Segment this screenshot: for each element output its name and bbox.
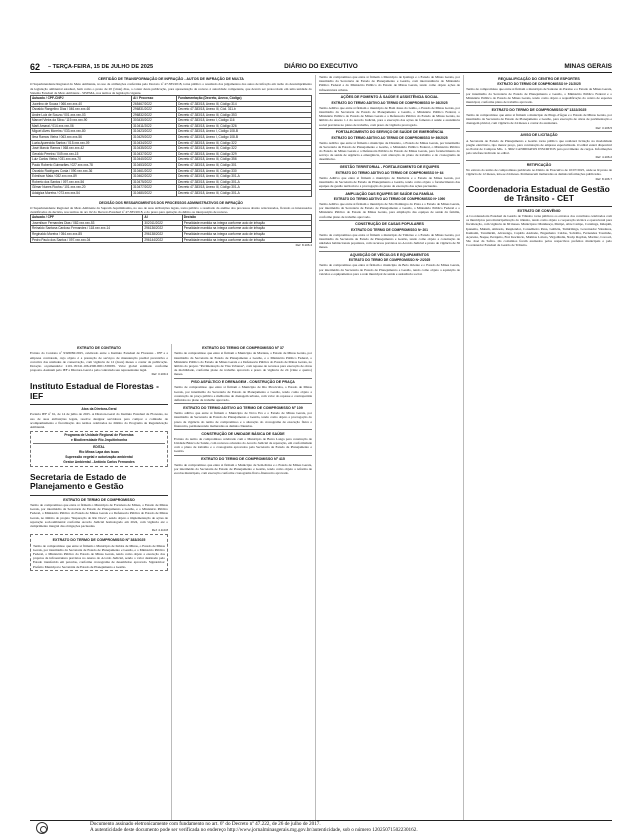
section-title: EXTRATO DO TERMO DE COMPROMISSO Nº 1322/2025 [491, 107, 587, 112]
agency-heading: Coordenadoria Estadual de Gestão de Trânsito - CET [468, 183, 610, 204]
table-cell: Decreto 47.383/18, Anexo I, Código 108-B [177, 129, 312, 135]
table-cell: 296136/2022 [143, 226, 182, 232]
section-text: Termo aditivo que entre si firmam o Município de Nova Era e o Estado de Minas Gerais, por intermédio da Secretaria de Estado de Planejamento e Gestão, tendo como objeto a prorrogação do prazo de vigência do termo de compromisso e a alteração do cronograma de execução física e financeira, permanecendo inalteradas as demais cláusulas. [174, 411, 312, 428]
table-cell: 310477/2022 [132, 185, 177, 191]
table-row [31, 191, 312, 197]
column-b [174, 344, 312, 822]
section-title: CERTIDÃO DE TRANSFORMAÇÃO DE INFRAÇÃO - AUTOS DE INFRAÇÃO DE MULTA [98, 77, 244, 81]
table-cell: Osvaldo Rangelino Dias / 046.xxx.xxx-60 [31, 107, 132, 113]
section-rule [319, 128, 460, 129]
table-cell: Luiz Carlos Vieira / 031.xxx.xxx-70 [31, 157, 132, 163]
reference-code: Ref: 4.106.2 [595, 155, 612, 160]
table-cell: 310423/2022 [132, 129, 177, 135]
box-line: Supressão vegetal e autorização ambiental [65, 454, 133, 459]
section-text: Extrato do termo de compromisso celebrado com o Município de Barra Longa para construção de Unidade Básica de Saúde, com recursos oriundos do Acordo Judicial de reparação, em conformidade com o plano de trabalho e o cronograma aprovados pela Secretaria de Estado de Planejamento e Gestão. [174, 436, 312, 454]
table-cell: Reginaldo Moreira / 054.xxx.xxx-85 [31, 231, 143, 237]
table-cell: 310480/2022 [132, 191, 177, 197]
table-cell: Andre Luiz de Souza / 001.xxx.xxx-03 [31, 112, 132, 118]
state-name: MINAS GERAIS [564, 63, 612, 70]
section-text: Termo de compromisso que entre si firmam o município de Timóteo e o Estado de Minas Gerais, por intermédio da Secretaria de Estado de Planejamento e Gestão, tendo como objeto a construção de unidades habitacionais populares, com recursos previstos no Acordo Judicial e prazo de vigência de 36 meses. [319, 232, 460, 250]
table-cell: Decreto 47.383/18, Anexo III, Cód. 311-b [177, 107, 312, 113]
issue-date: – TERÇA-FEIRA, 15 DE JULHO DE 2025 [48, 64, 154, 70]
table-cell: Miguel Alves Moreira / 033.xxx.xxx-80 [31, 129, 132, 135]
section-text: Portaria IEF nº 61, de 14 de julho de 2025. A Diretora-Geral do Instituto Estadual de Florestas, no uso de suas atribuições legais, resolve designar servidores para compor a comissão de acompanhamento e fiscalização dos termos celebrados no âmbito do Programa de Regularização Ambiental. [30, 412, 168, 429]
table-body [31, 101, 312, 196]
section-text: A Secretaria de Estado de Planejamento e Gestão torna público que realizará licitação na modalidade pregão eletrônico, tipo menor preço, para contratação de empresa especializada. O edital estará disponível no Portal de Compras MG. 1. 3662 CANDIDATOS INSCRITOS para provimento de cargos. Informações pelo telefone indicado no edital. [466, 138, 612, 156]
section-text: Termo de compromisso que entre si firmam o município de Pingo-d'Água e o Estado de Minas Gerais, por intermédio da Secretaria de Estado de Planejamento e Gestão, para execução de obras de pavimentação e drenagem pluvial, com vigência de 24 meses a contar da assinatura. [466, 113, 612, 126]
page-number: 62 [30, 62, 41, 72]
table-cell: Penalidade mantida na íntegra conforme auto de infração [182, 220, 311, 226]
section-title: RETIFICAÇÃO [526, 162, 552, 167]
section-text: No extrato do termo de compromisso publicado no Diário do Executivo de 10/07/2025, onde se lê prazo de vigência de 12 meses, leia-se 24 meses. Permanecem inalteradas as demais informações publicadas. [466, 168, 612, 177]
section-title: PISO ASFÁLTICO E DRENAGEM - CONSTRUÇÃO DE PRAÇA [191, 380, 295, 385]
table-cell: Decreto 47.383/18, Anexo III, Código 301 [177, 163, 312, 169]
section-text: Termo Aditivo que entre si firmam o município de Dionísio, o Estado de Minas Gerais, por intermédio da Secretaria de Estado de Planejamento e Gestão, o Ministério Público Federal, o Ministério Público do Estado de Minas Gerais e a Defensoria Pública do Estado de Minas Gerais, para fortalecimento do serviço de saúde de urgência e emergência, com alteração do plano de trabalho e do cronograma de desembolso. [319, 140, 460, 162]
heading-rule [30, 495, 168, 496]
decisions-table [30, 214, 312, 243]
section-title: CONSTRUÇÃO DE UNIDADE BÁSICA DE SAÚDE [201, 431, 285, 436]
section-text: Termo de compromisso que entre si firmam o Município de Sem-Peixe e o Estado de Minas Gerais, por intermédio da Secretaria de Estado de Planejamento e Gestão, tendo como objeto a reforma de escolas municipais, com execução conforme cronograma físico-financeiro aprovado. [174, 462, 312, 475]
section-title: EXTRATO DO TERMO ADITIVO AO TERMO DE COMPROMISSO Nº 109 [183, 405, 303, 410]
table-cell: 310429/2022 [132, 135, 177, 141]
heading-rule [466, 206, 612, 207]
box-line: e Biodiversidade Rio Jequitinhonha [70, 438, 128, 443]
footer-authenticity-note: A autenticidade deste documento pode ser verificada no endereço http://www.jornalminasgerais.mg.gov.br/autenticidade, sob o número 12025071502230162. [90, 826, 418, 833]
column-c [319, 75, 460, 815]
section-text: Termo de compromisso que entre si firmam o Município de Fortaleza de Minas, o Estado de Minas Gerais, por intermédio da Secretaria de Estado de Planejamento e Gestão, e o Ministério Público Federal, o Ministério Público do Estado de Minas Gerais e a Defensoria Pública do Estado de Minas Gerais, no âmbito do projeto "Reparação do Rio Doce", sendo objeto a implementação de ações de reparação socioambiental conforme Acordo Judicial homologado em 2024, com vigência até o cumprimento integral das obrigações pactuadas. [30, 503, 168, 529]
heading-rule [30, 404, 168, 405]
table-cell: Adalgiza Moreira / 073.xxx.xxx-54 [31, 191, 132, 197]
section-title: AQUISIÇÃO DE VEÍCULOS E EQUIPAMENTOS [350, 253, 429, 258]
section-intro: O Superintendente Regional do Meio Ambiente, no uso de atribuições conferidas pelo Decreto nº 47.383/2018, torna público o resultado dos julgamentos dos autos de infração em razão do descumprimento da legislação ambiental estadual, bem como o prazo de 20 (vinte) dias, a contar desta publicação, para apresentação de recurso à autoridade competente, que deverá ser protocolado em uma unidade do Sistema Estadual de Meio Ambiente - SISEMA, nos termos da legislação vigente. [30, 82, 312, 95]
table-cell: Josenilson Fernandes Dias / 082.xxx.xxx-53 [31, 220, 143, 226]
table-cell: 310440/2022 [132, 157, 177, 163]
section-text: Termo de compromisso que entre si firmam o Município de Mariana, o Estado de Minas Gerais, por intermédio da Secretaria de Estado de Planejamento e Gestão, e o Ministério Público Federal, o Ministério Público do Estado de Minas Gerais e a Defensoria Pública do Estado de Minas Gerais, no âmbito do projeto "Pavimentação de Vias Urbanas", com repasse de recursos para execução de obras de mobilidade, conforme plano de trabalho aprovado e prazo de vigência de 24 (vinte e quatro) meses. [174, 351, 312, 377]
table-cell: Decreto 47.383/18, Anexo III, Código 322 [177, 146, 312, 152]
column-divider [463, 75, 464, 820]
section-text: Termo de compromisso que entre si firmam o Município de Ipatinga e o Estado de Minas Gerais, por intermédio da Secretaria de Estado de Planejamento e Gestão, com interveniência do Ministério Público Federal e do Ministério Público do Estado de Minas Gerais, tendo como objeto ações de infraestrutura urbana. [319, 75, 460, 92]
reference-code: Ref: 3.106.5 [595, 125, 612, 130]
infractions-table [30, 95, 312, 197]
column-d [466, 75, 612, 815]
table-cell: Paulo Roberto Guimarães / 027.xxx.xxx-78 [31, 163, 132, 169]
section-subtitle: EXTRATO DO TERMO DE COMPROMISSO Nº 2/2025 [348, 258, 431, 263]
table-cell: Decreto 47.383/18, Anexo III, Código 326 [177, 123, 312, 129]
section-subtitle: EXTRATO DO TERMO DE COMPROMISSO Nº 201 [351, 227, 428, 232]
section-text: Termo Aditivo que entre si firmam o município de Bom Jesus do Galho, o Estado de Minas Gerais, por intermédio da Secretaria de Estado de Planejamento e Gestão, o Ministério Público Federal, o Ministério Público do Estado de Minas Gerais e a Defensoria Pública do Estado de Minas Gerais, no âmbito do Anexo 1.1 do Acordo Judicial, para a execução das ações de fomento à saúde e assistência social previstas no plano de trabalho, com prazo de vigência prorrogado. [319, 105, 460, 127]
section-text: Termo de compromisso que entre si firmam o município de Belo Oriente e o Estado de Minas Gerais, por intermédio da Secretaria de Estado de Planejamento e Gestão, tendo como objeto a aquisição de veículos e equipamentos para a rede municipal de saúde e assistência social. [319, 263, 460, 276]
section-rule [174, 429, 312, 430]
table-cell: Geraldo Pereira / 049.xxx.xxx-15 [31, 151, 132, 157]
table-cell: Manoel Vieira da Silva / 119.xxx.xxx-90 [31, 118, 132, 124]
table-cell: 303430/2022 [132, 118, 177, 124]
column-header: Autuado / CPF-CNPJ [31, 95, 132, 101]
table-cell: 296138/2022 [143, 231, 182, 237]
table-cell: Edmilson Maia / 082.xxx.xxx-89 [31, 174, 132, 180]
table-cell: 310411/2022 [132, 123, 177, 129]
table-cell: 310462/2022 [132, 174, 177, 180]
table-cell: Penalidade mantida na íntegra conforme auto de infração [182, 231, 311, 237]
section-rule [319, 189, 460, 190]
section-title: DECISÃO DOS RESSARCIMENTOS DOS PROCESSOS ADMINISTRATIVOS DE INFRAÇÃO [99, 200, 243, 205]
table-cell: Penalidade mantida na íntegra conforme auto de infração [182, 226, 311, 232]
section-title: GESTÃO TERRITORIAL - FORTALECIMENTO DE EQUIPES [339, 165, 440, 170]
section-subtitle: EXTRATO DO TERMO ADITIVO AO TERMO DE COMPROMISSO Nº 89/2025 [331, 135, 448, 140]
table-cell: Decreto 47.383/18, Anexo III, Código 314 [177, 101, 312, 107]
table-cell: Decreto 47.383/18, Anexo I, Código 116 [177, 118, 312, 124]
agency-heading: Secretaria de Estado de Planejamento e Gestão [30, 471, 127, 492]
section-rule [174, 378, 312, 379]
section-title: REQUALIFICAÇÃO DO CENTRO DE ESPORTES [498, 77, 580, 81]
section-rule [319, 251, 460, 252]
reference-code: Ref: 4.110.8 [151, 528, 168, 533]
footer-signature-note: Documento assinado eletronicamente com fundamento no art. 6º do Decreto nº 47.222, de 26 de julho de 2017. [90, 821, 321, 827]
notice-box [30, 534, 168, 571]
state-seal-icon [36, 822, 48, 834]
section-rule [174, 455, 312, 456]
reference-code: Ref: 3.109.4 [151, 372, 168, 377]
table-cell: Decreto 47.383/18, Anexo I, Código 108-B [177, 135, 312, 141]
table-cell: Roberto dos Santos / 097.xxx.xxx-56 [31, 179, 132, 185]
column-header: Fundamentação (Decreto, Anexo, Código) [177, 95, 312, 101]
section-title: EXTRATO DE TERMO DE COMPROMISSO [63, 497, 135, 502]
journal-name: DIÁRIO DO EXECUTIVO [284, 63, 358, 70]
table-cell: Decreto 47.383/18, Anexo III, Código 356 [177, 157, 312, 163]
column-header: Autuado / CPF [31, 215, 143, 221]
section-subtitle: EXTRATO DO TERMO ADITIVO AO TERMO DE COMPROMISSO Nº 36/2025 [331, 100, 448, 105]
table-cell: Gilmar Nunes Rocha / 101.xxx.xxx-20 [31, 185, 132, 191]
section-text: A Coordenadoria Estadual de Gestão de Trânsito torna públicos os extratos dos convênios celebrados com os municípios para municipalização do trânsito, tendo como objeto a cooperação técnica e operacional para fiscalização, com vigência de 60 meses. Municípios: Manhuaçu, Matipó, Abre Campo, Caratinga, Inhapim, Ipanema, Mutum, Aimorés, Resplendor, Conselheiro Pena, Galiléia, Tumiritinga, Governador Valadares, Itanhomi, Tarumirim, Alvarenga, Capitão Andrade, Engenheiro Caldas, Sobrália, Fernandes Tourinho, Açucena, Naque, Periquito, Frei Inocêncio, Mathias Lobato, Virgolândia, Nacip Raydan, Marilac, Coroaci, São José da Safira. Os convênios foram assinados pelos respectivos prefeitos municipais e pelo Coordenador Estadual de Gestão de Trânsito. [466, 213, 612, 248]
section-title: EXTRATO DO TERMO DE COMPROMISSO Nº 415 [201, 457, 285, 462]
table-cell: 310461/2022 [132, 168, 177, 174]
section-text: Termo de compromisso que entre si firmam o Município de Itabira de Minas, o Estado de Minas Gerais, por intermédio da Secretaria de Estado de Planejamento e Gestão, e o Ministério Público Federal, o Ministério Público do Estado de Minas Gerais, tendo como objeto a execução dos projetos de infraestrutura previstos no Anexo do Acordo Judicial, sendo o valor destinado pelo Estado transferido em parcelas, conforme cronograma de desembolso aprovado. Signatários: Prefeito Municipal e Secretária de Estado de Planejamento e Gestão. [33, 543, 165, 569]
table-cell: 265467/2022 [132, 101, 177, 107]
section-title: AÇÕES DE FOMENTO À SAÚDE E ASSISTÊNCIA SOCIAL [340, 95, 439, 100]
agency-heading: Instituto Estadual de Florestas - IEF [30, 381, 159, 401]
box-line: EDITAL [93, 444, 105, 449]
section-rule [319, 93, 460, 94]
page-footer [30, 820, 612, 833]
reference-code: Ref: 8.106.7 [595, 176, 612, 181]
box-line: Rio Minas Lapa das Iscas [79, 449, 119, 454]
column-divider [315, 75, 316, 820]
section-title: EXTRATO DE CONTRATO [77, 346, 121, 350]
section-subtitle: EXTRATO DO TERMO ADITIVO AO TERMO DE COMPROMISSO Nº 1090 [333, 197, 446, 202]
table-cell: Luzia Aparecida Santos / 015.xxx.xxx-09 [31, 140, 132, 146]
section-text: O Superintendente Regional de Meio Ambiente da Supram Jequitinhonha, no uso de suas atribuições legais, torna público o resultado da análise dos processos abaixo relacionados, ficando os interessados cientificados da decisão, nos termos do art. 62 do Decreto Estadual nº 47.383/2018, e do prazo para quitação do débito ou interposição de recurso. [30, 205, 312, 214]
edital-box [30, 431, 168, 467]
box-line: Gestor Ambiental - Antônio Carlos Fernandes [63, 459, 135, 464]
table-body [31, 220, 312, 242]
reference-code: Ref: 8.106.4 [295, 243, 312, 248]
table-cell: Marli Amaral / 014.xxx.xxx-06 [31, 123, 132, 129]
table-cell: Decreto 47.383/18, Anexo III, Código 301-A [177, 185, 312, 191]
table-row [31, 237, 312, 243]
column-header: Decisão [182, 215, 311, 221]
table-cell: Reinaldo Santana Cardoso Fernandes / 118.xxx.xxx-14 [31, 226, 143, 232]
section-subtitle: EXTRATO DO TERMO DE COMPROMISSO Nº 21/2025 [497, 82, 581, 87]
page-header [30, 62, 612, 72]
header-rule [30, 72, 612, 73]
table-cell: Decreto 47.383/18, Anexo III, Código 301-A [177, 174, 312, 180]
section-text: Termo de compromisso que entre si firmam o município de Santana do Paraíso e o Estado de Minas Gerais, por intermédio da Secretaria de Estado de Planejamento e Gestão, o Ministério Público Federal e o Ministério Público do Estado de Minas Gerais, tendo como objeto a requalificação do centro de esportes municipal, conforme plano de trabalho aprovado. [466, 87, 612, 104]
table-cell: Decreto 47.383/18, Anexo III, Código 353 [177, 112, 312, 118]
table-cell: 296144/2022 [143, 237, 182, 243]
section-title: EXTRATO DE CONVÊNIO [517, 208, 561, 213]
section-title: FORTALECIMENTO DO SERVIÇO DE SAÚDE DE EMERGÊNCIA [335, 130, 444, 135]
table-cell: 296831/2022 [132, 107, 177, 113]
section-title: EXTRATO DO TERMO DE COMPROMISSO Nº 37 [202, 346, 284, 350]
table-cell: Penalidade mantida na íntegra conforme auto de infração [182, 237, 311, 243]
column-header: AI / Processo [132, 95, 177, 101]
section-text: Termo de compromisso que entre si firmam o Município de Rio Piracicaba, o Estado de Minas Gerais, por intermédio da Secretaria de Estado de Planejamento e Gestão, tendo como objeto a construção de praça pública e melhorias de drenagem urbana, com valor do repasse e contrapartida definidos no plano de trabalho aprovado. [174, 385, 312, 403]
table-cell: 310435/2022 [132, 146, 177, 152]
table-cell: Decreto 47.383/18, Anexo III, Código 330 [177, 168, 312, 174]
box-rule [33, 443, 165, 444]
section-text: Extrato do Contrato nº 9326082/2025, celebrado entre o Instituto Estadual de Florestas - IEF e a empresa contratada, cujo objeto é a prestação de serviços de manutenção predial preventiva e corretiva das unidades de conservação, com vigência de 12 (doze) meses a contar da publicação. Dotação orçamentária: 2101.18.541.106.4390.0001.339039. Valor global estimado conforme proposta. Assinam pelo IEF a Diretora-Geral e pela contratada seu representante legal. [30, 351, 168, 373]
box-line: Programa de Unidade Regional de Florestas [64, 433, 134, 438]
section-title: AMPLIAÇÃO DAS EQUIPES DE SAÚDE DA FAMÍLIA [345, 191, 434, 196]
infractions-section [30, 75, 312, 341]
section-subtitle: Atos da Diretora-Geral [81, 407, 117, 412]
table-cell: 302011/2022 [143, 220, 182, 226]
table-cell: José Marcio Ramos / 068.xxx.xxx-42 [31, 146, 132, 152]
section-rule [319, 163, 460, 164]
column-a [30, 344, 168, 822]
section-rule [466, 131, 612, 132]
table-cell: Pedro Paulo dos Santos / 097.xxx.xxx-04 [31, 237, 143, 243]
section-rule [174, 403, 312, 404]
table-cell: 310434/2022 [132, 140, 177, 146]
section-title: AVISO DE LICITAÇÃO [520, 133, 558, 138]
table-cell: 296832/2022 [132, 112, 177, 118]
table-cell: Decreto 47.383/18, Anexo III, Código 329 [177, 151, 312, 157]
section-rule [466, 105, 612, 106]
table-cell: 310437/2022 [132, 151, 177, 157]
section-title: EXTRATO DO TERMO DE COMPROMISSO Nº 383/2025 [52, 538, 146, 543]
section-text: Termo Aditivo que entre si firmam o município de São Domingos do Prata e o Estado de Minas Gerais, por intermédio da Secretaria de Estado de Planejamento e Gestão, o Ministério Público Federal e o Ministério Público do Estado de Minas Gerais, para ampliação das equipes de saúde da família, conforme plano de trabalho aprovado. [319, 202, 460, 219]
section-subtitle: EXTRATO DO TERMO ADITIVO AO TERMO DE COMPROMISSO Nº 64 [335, 170, 444, 175]
table-cell: Jucelino de Souza / 066.xxx.xxx-40 [31, 101, 132, 107]
table-cell: 310453/2022 [132, 163, 177, 169]
table-cell: Decreto 47.383/18, Anexo III, Código 322 [177, 140, 312, 146]
section-rule [319, 220, 460, 221]
table-cell: Ilma Ramos Vieira / 063.xxx.xxx-56 [31, 135, 132, 141]
section-text: Termo Aditivo que entre si firmam o município de Marliéria e o Estado de Minas Gerais, por intermédio da Secretaria de Estado de Planejamento e Gestão, tendo como objeto o fortalecimento das equipes de gestão territorial e a prorrogação do prazo de execução das ações pactuadas. [319, 175, 460, 188]
table-cell: Decreto 47.383/18, Anexo III, Código 301-A [177, 191, 312, 197]
table-cell: Decreto 47.383/18, Anexo III, Código 301-A [177, 179, 312, 185]
column-header: AI [143, 215, 182, 221]
section-rule [466, 160, 612, 161]
table-cell: 310475/2022 [132, 179, 177, 185]
section-title: CONSTRUÇÃO DE CASAS POPULARES [355, 222, 424, 227]
column-divider [171, 344, 172, 820]
table-cell: Osvaldo Rodrigues Costa / 090.xxx.xxx-36 [31, 168, 132, 174]
